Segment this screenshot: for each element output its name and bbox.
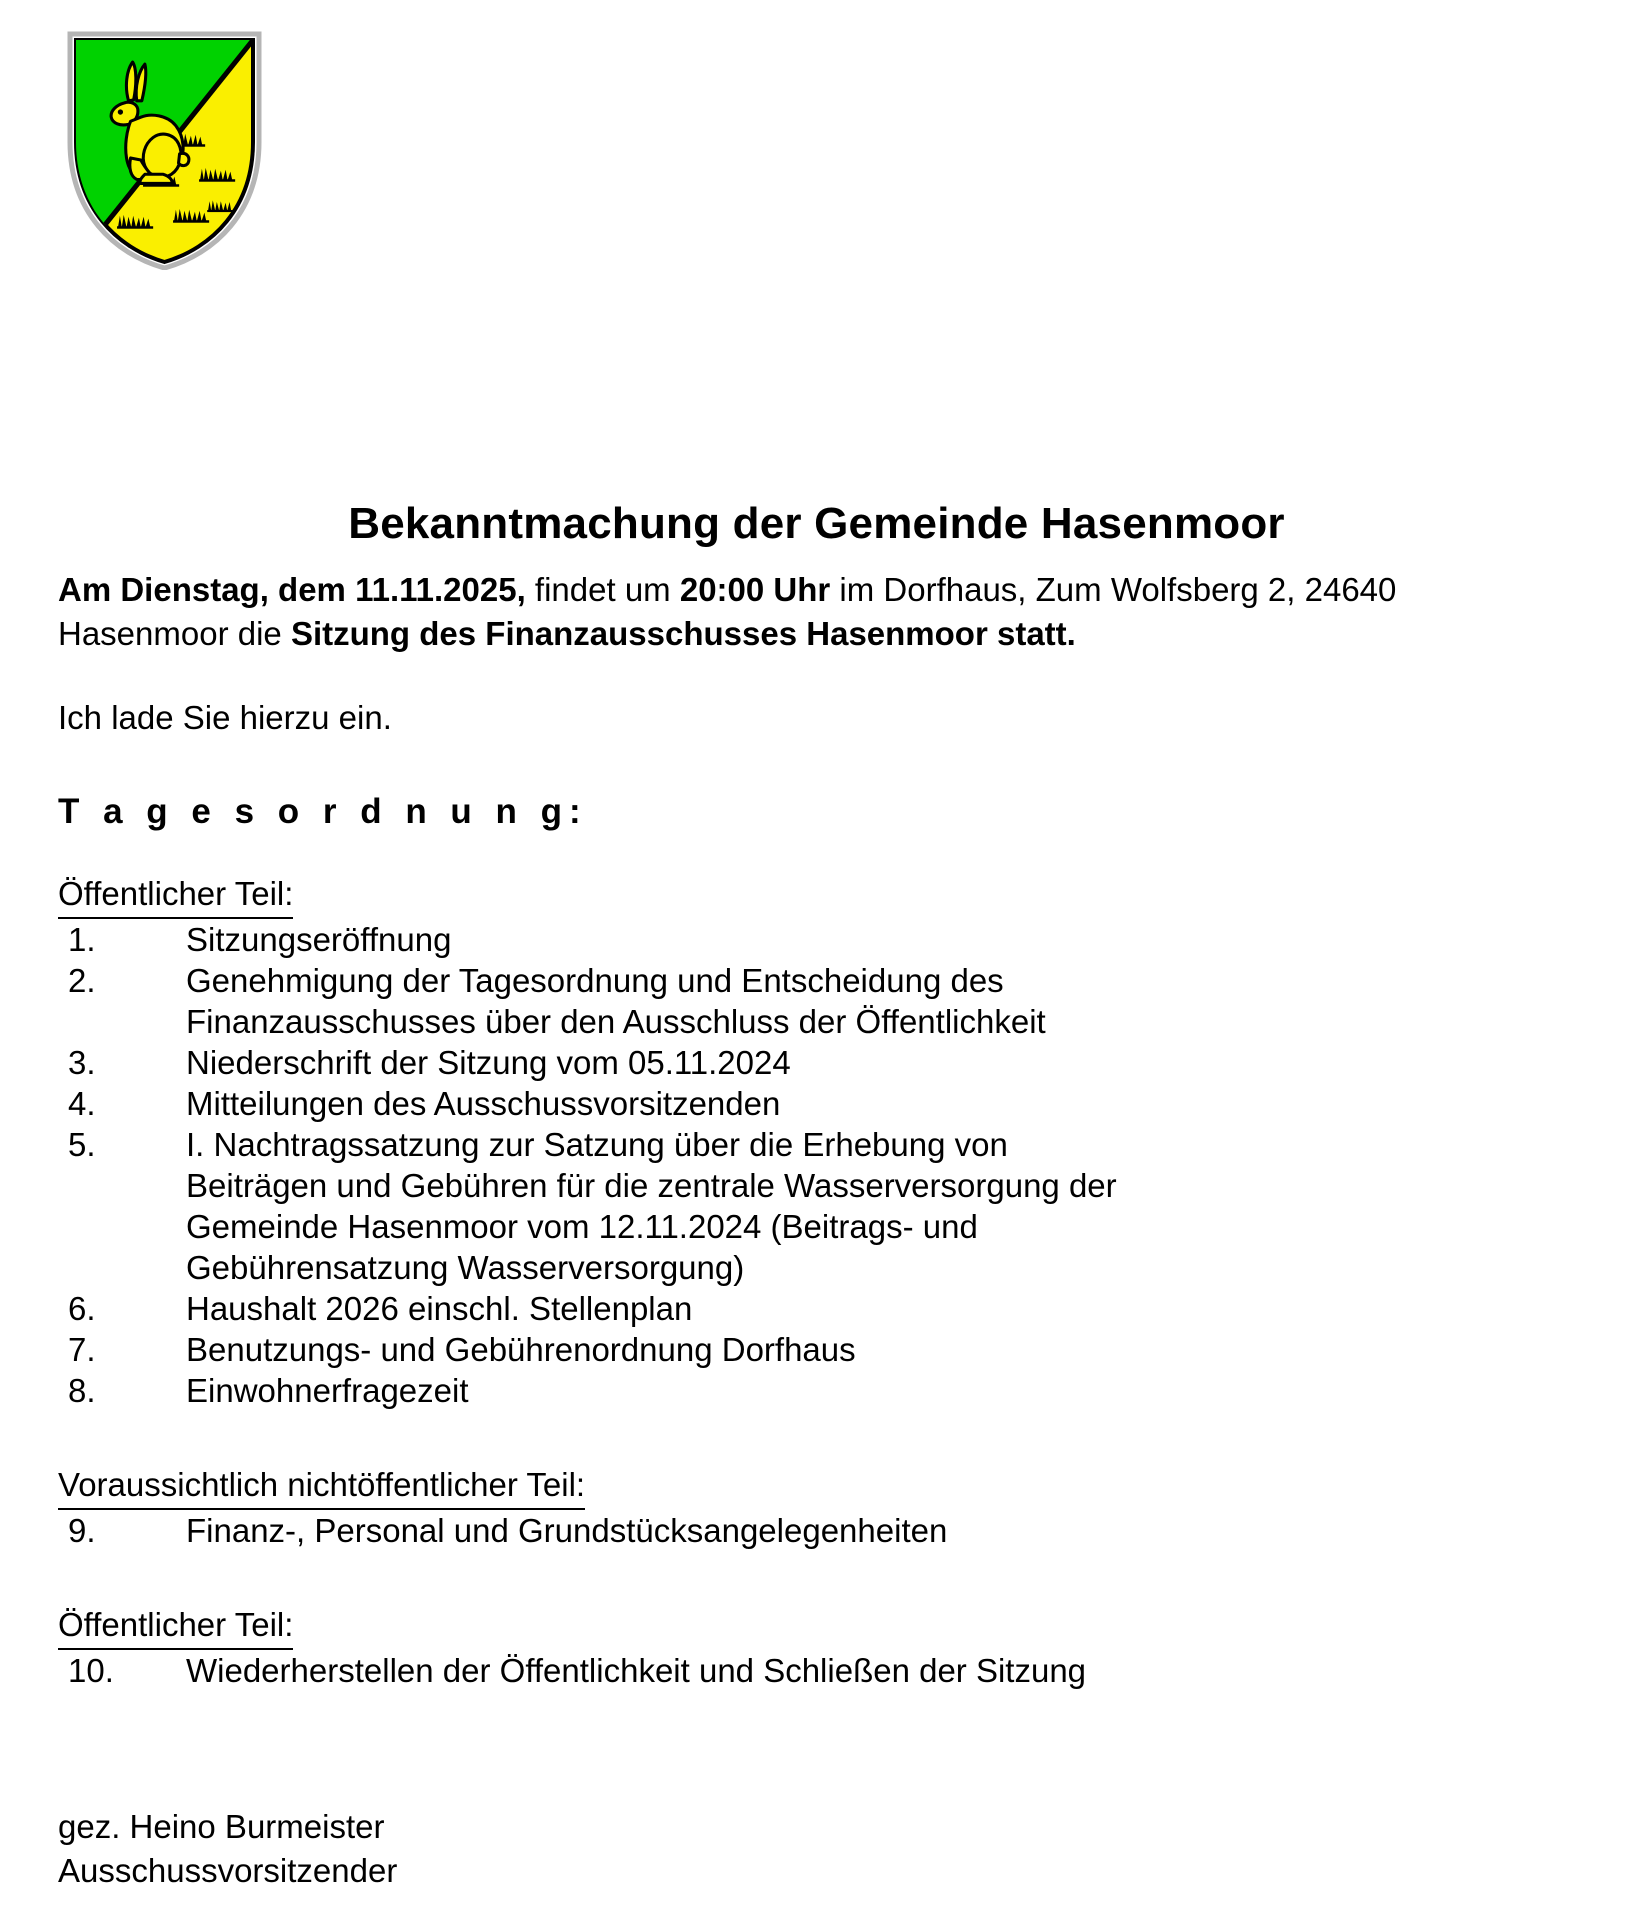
agenda-item-number: 2.	[68, 962, 96, 999]
agenda-item-line: Benutzungs- und Gebührenordnung Dorfhaus	[186, 1331, 856, 1368]
agenda-item-text	[186, 1083, 1316, 1124]
agenda-item-text	[186, 1329, 1316, 1370]
agenda-list-public-2	[58, 1650, 1568, 1691]
agenda-section	[58, 1463, 1568, 1551]
agenda-section	[58, 1603, 1568, 1691]
agenda-item-line: Sitzungseröffnung	[186, 921, 452, 958]
coat-of-arms-icon	[62, 30, 267, 270]
signatory-name: gez. Heino Burmeister	[58, 1808, 385, 1845]
agenda-item-line: Finanzausschusses über den Ausschluss der Öffentlichkeit	[186, 1003, 1046, 1040]
agenda-item-text	[186, 1288, 1316, 1329]
agenda-item-line: Finanz-, Personal und Grundstücksangelegenheiten	[186, 1512, 948, 1549]
agenda-item	[58, 1329, 1568, 1370]
agenda-list-nonpublic	[58, 1510, 1568, 1551]
agenda-item-line: Einwohnerfragezeit	[186, 1372, 469, 1409]
agenda-item-number: 3.	[68, 1044, 96, 1081]
agenda-item	[58, 1510, 1568, 1551]
agenda-item-text	[186, 1370, 1316, 1411]
spacer	[58, 656, 1568, 696]
section-label-nonpublic: Voraussichtlich nichtöffentlicher Teil:	[58, 1463, 585, 1510]
spacer	[58, 832, 1568, 872]
agenda-item-number: 4.	[68, 1085, 96, 1122]
agenda-list-public-1	[58, 919, 1568, 1411]
meeting-date: Am Dienstag, dem 11.11.2025,	[58, 571, 526, 608]
agenda-item	[58, 1083, 1568, 1124]
meeting-body-name: Sitzung des Finanzausschusses Hasenmoor statt.	[290, 615, 1076, 652]
signature-block	[58, 1805, 397, 1893]
agenda-item	[58, 1042, 1568, 1083]
meeting-intro-paragraph	[58, 568, 1568, 656]
spacer	[58, 1551, 1568, 1603]
agenda-item	[58, 1124, 1568, 1288]
spacer	[58, 1411, 1568, 1463]
agenda-item-line: Haushalt 2026 einschl. Stellenplan	[186, 1290, 693, 1327]
agenda-item-line: Niederschrift der Sitzung vom 05.11.2024	[186, 1044, 791, 1081]
agenda-item	[58, 1370, 1568, 1411]
agenda-item-text	[186, 1650, 1316, 1691]
page-title: Bekanntmachung der Gemeinde Hasenmoor	[348, 499, 1285, 549]
invitation-text: Ich lade Sie hierzu ein.	[58, 699, 392, 736]
agenda-item-text	[186, 1042, 1316, 1083]
agenda-item-line: Mitteilungen des Ausschussvorsitzenden	[186, 1085, 781, 1122]
agenda-item-number: 5.	[68, 1126, 96, 1163]
spacer	[58, 740, 1568, 792]
agenda-item-line: Genehmigung der Tagesordnung und Entscheidung des	[186, 962, 1004, 999]
intro-text-1: findet um	[525, 571, 680, 608]
section-label-public-2: Öffentlicher Teil:	[58, 1603, 293, 1650]
document-body	[58, 568, 1568, 1691]
agenda-item-text	[186, 1510, 1316, 1551]
agenda-item-line: Wiederherstellen der Öffentlichkeit und Schließen der Sitzung	[186, 1652, 1087, 1689]
agenda-item-line: I. Nachtragssatzung zur Satzung über die Erhebung von	[186, 1126, 1008, 1163]
agenda-item	[58, 960, 1568, 1042]
agenda-item-number: 6.	[68, 1290, 96, 1327]
agenda-item	[58, 1650, 1568, 1691]
agenda-item-line: Beiträgen und Gebühren für die zentrale Wasserversorgung der	[186, 1167, 1117, 1204]
agenda-item	[58, 919, 1568, 960]
agenda-item-text	[186, 919, 1316, 960]
agenda-item-line: Gebührensatzung Wasserversorgung)	[186, 1249, 745, 1286]
agenda-item-number: 1.	[68, 921, 96, 958]
agenda-item	[58, 1288, 1568, 1329]
intro-text-2: im Dorfhaus, Zum Wolfsberg 2, 24640 Hasenmoor die	[58, 571, 1397, 652]
section-label-public-1: Öffentlicher Teil:	[58, 872, 293, 919]
agenda-heading: T a g e s o r d n u n g:	[58, 792, 588, 831]
agenda-item-text	[186, 1124, 1316, 1288]
agenda-section	[58, 872, 1568, 1411]
agenda-item-line: Gemeinde Hasenmoor vom 12.11.2024 (Beitrags- und	[186, 1208, 978, 1245]
agenda-item-text	[186, 960, 1316, 1042]
agenda-item-number: 10.	[68, 1652, 114, 1689]
agenda-item-number: 7.	[68, 1331, 96, 1368]
signatory-role: Ausschussvorsitzender	[58, 1852, 398, 1889]
agenda-item-number: 8.	[68, 1372, 96, 1409]
meeting-time: 20:00 Uhr	[679, 571, 831, 608]
agenda-item-number: 9.	[68, 1512, 96, 1549]
